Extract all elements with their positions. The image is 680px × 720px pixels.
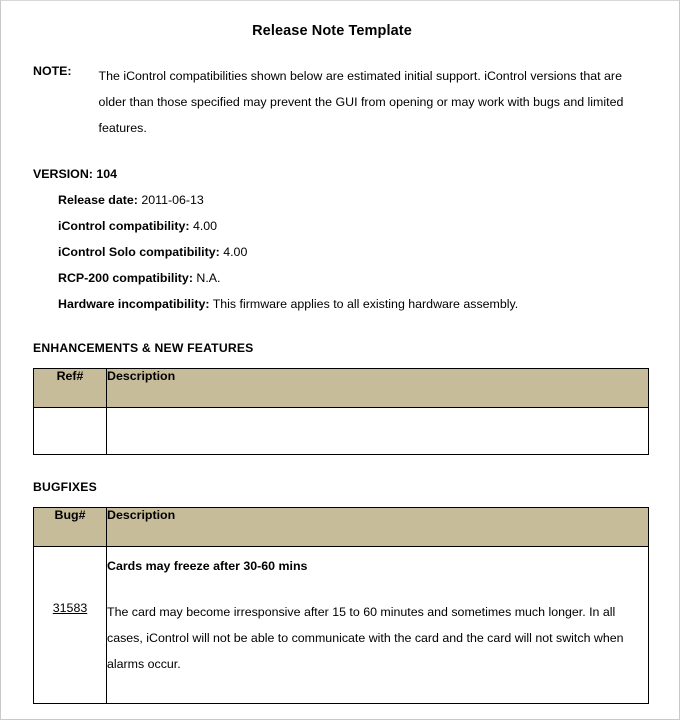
table-row (34, 547, 649, 704)
table-header-row (34, 508, 649, 547)
column-header-ref: Ref# (34, 369, 107, 408)
version-field-hardware-incompatibility (58, 291, 679, 317)
version-field-list (33, 187, 679, 317)
version-heading: VERSION: 104 (33, 167, 118, 181)
cell-bug-id (34, 547, 107, 704)
bug-description: The card may become irresponsive after 15 to 60 minutes and sometimes much longer. In all cases, iControl will not be able to communicate with the card and the card will not switch when alarms occur. (107, 605, 624, 671)
column-header-description: Description (107, 369, 649, 408)
enhancements-table-head (34, 369, 649, 408)
enhancements-table (33, 368, 649, 455)
bug-id-link[interactable]: 31583 (52, 601, 88, 615)
table-row (34, 408, 649, 455)
enhancements-table-body (34, 408, 649, 455)
bugfixes-table-head (34, 508, 649, 547)
note-text: The iControl compatibilities shown below are estimated initial support. iControl versions that are older than those specified may prevent the GUI from opening or may work with bugs and limited features. (98, 69, 624, 135)
cell-description (107, 408, 649, 455)
enhancements-heading: ENHANCEMENTS & NEW FEATURES (33, 341, 254, 355)
field-value: 4.00 (192, 219, 218, 233)
version-field-icontrol-compatibility (58, 213, 679, 239)
field-label: Hardware incompatibility: (58, 297, 210, 311)
field-value: 2011-06-13 (141, 193, 204, 207)
column-header-bug: Bug# (34, 508, 107, 547)
page-title: Release Note Template (252, 23, 412, 39)
field-label: Release date: (58, 193, 138, 207)
field-label: iControl compatibility: (58, 219, 190, 233)
bugfixes-table (33, 507, 649, 704)
table-header-row (34, 369, 649, 408)
field-value: 4.00 (223, 245, 248, 259)
column-header-description: Description (107, 508, 649, 547)
note-label: NOTE: (33, 64, 72, 78)
note-block (1, 63, 679, 141)
version-field-icontrol-solo-compatibility (58, 239, 679, 265)
version-field-rcp200-compatibility (58, 265, 679, 291)
bug-title: Cards may freeze after 30-60 mins (107, 559, 308, 573)
field-value: N.A. (196, 271, 221, 285)
field-value: This firmware applies to all existing hardware assembly. (212, 297, 519, 311)
version-field-release-date (58, 187, 679, 213)
cell-description (107, 547, 649, 704)
cell-ref (34, 408, 107, 455)
version-block (1, 161, 679, 317)
bugfixes-table-body (34, 547, 649, 704)
field-label: RCP-200 compatibility: (58, 271, 193, 285)
bugfixes-heading: BUGFIXES (33, 480, 97, 494)
field-label: iControl Solo compatibility: (58, 245, 220, 259)
